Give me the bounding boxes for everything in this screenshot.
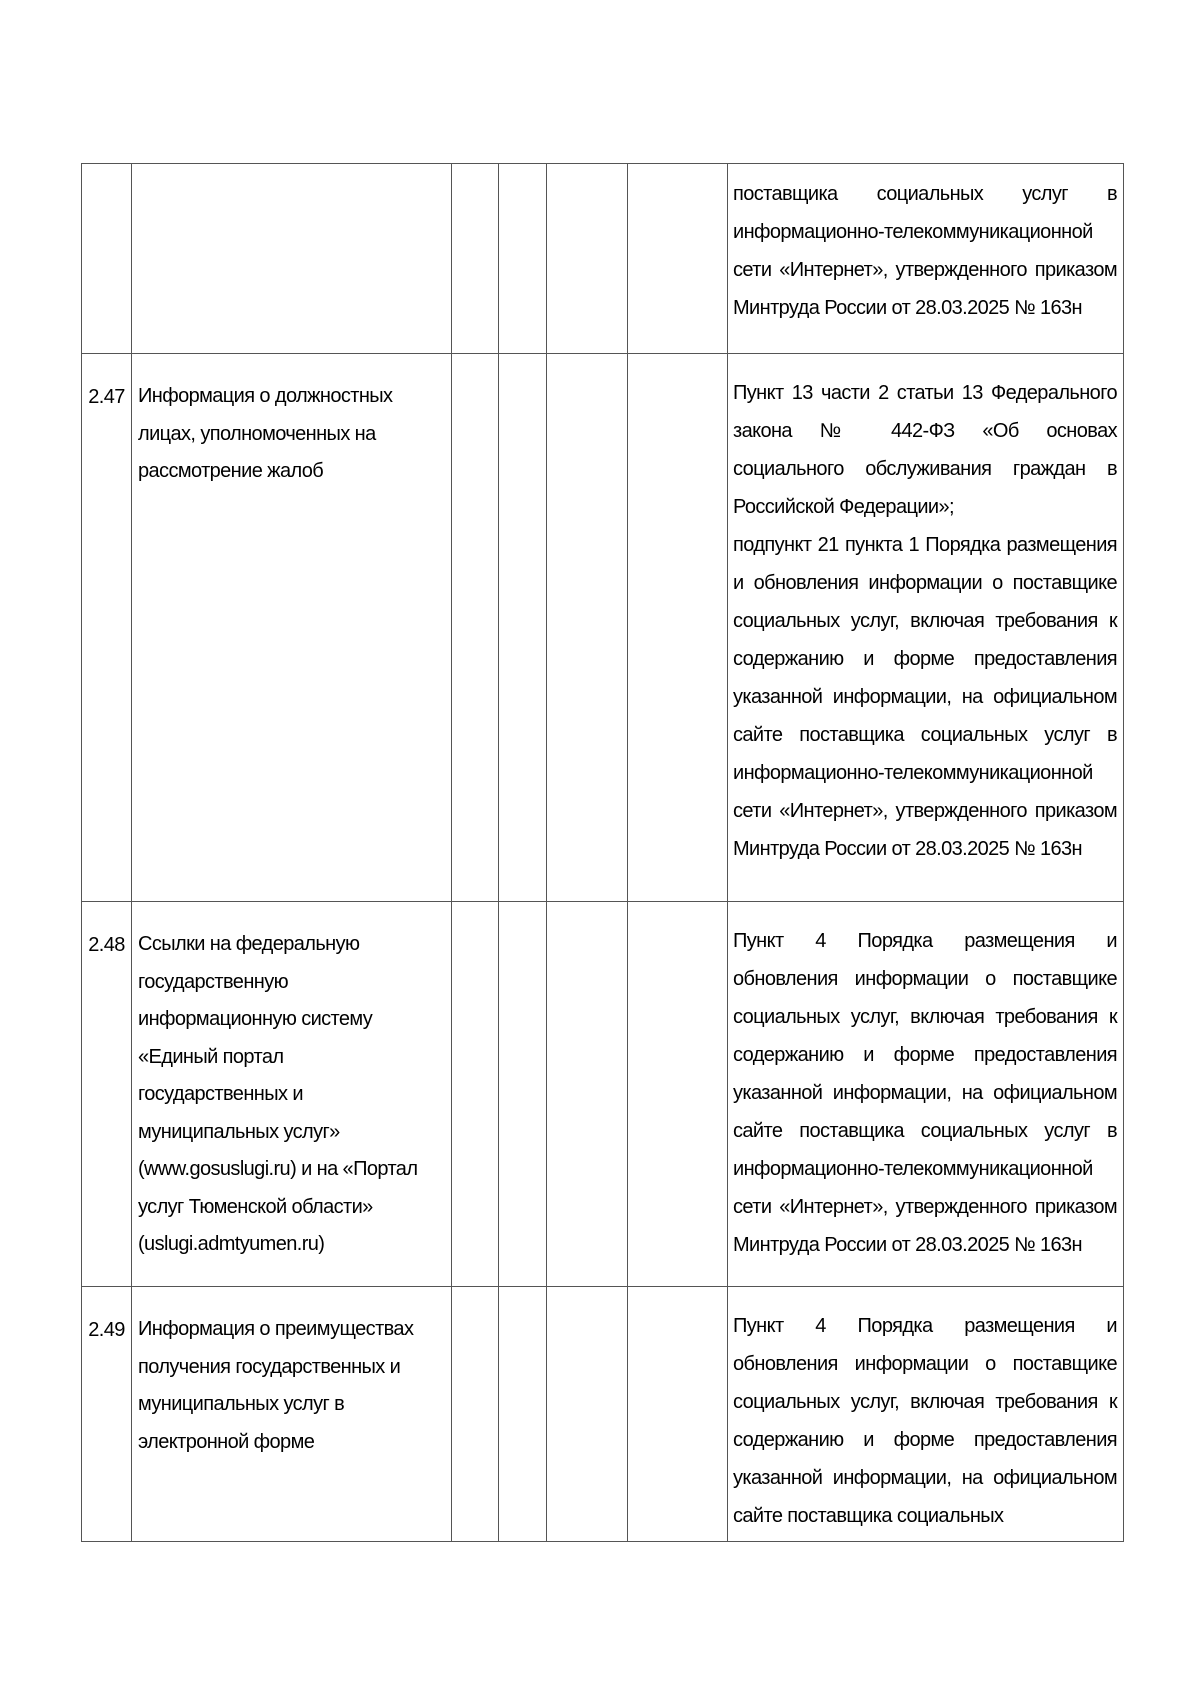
legal-basis-text: подпункт 21 пункта 1 Порядка размещения и обновления информации о поставщике социальных услуг, включая требования к содержанию и форме предоставления указанной информации, на официальном сайте поставщика социальных услуг в информационно-телекоммуникационной сети «Интернет», утвержденного приказом Минтруда России от 28.03.2025 № 163н xyxy=(733,534,1117,860)
row-number: 2.49 xyxy=(82,1287,132,1542)
legal-basis xyxy=(728,354,1124,902)
empty-cell xyxy=(547,354,628,902)
empty-cell xyxy=(628,164,728,354)
empty-cell xyxy=(547,1287,628,1542)
row-number: 2.47 xyxy=(82,354,132,902)
info-name: Информация о должностных лицах, уполномоченных на рассмотрение жалоб xyxy=(132,354,452,902)
info-name: Информация о преимуществах получения государственных и муниципальных услуг в электронной форме xyxy=(132,1287,452,1542)
empty-cell xyxy=(547,164,628,354)
legal-basis-text: поставщика социальных услуг в информационно-телекоммуникационной сети «Интернет», утвержденного приказом Минтруда России от 28.03.2025 № 163н xyxy=(733,183,1117,319)
empty-cell xyxy=(499,164,547,354)
row-number: 2.48 xyxy=(82,902,132,1287)
empty-cell xyxy=(547,902,628,1287)
table-row xyxy=(82,354,1124,902)
empty-cell xyxy=(499,902,547,1287)
legal-basis-text: Пункт 4 Порядка размещения и обновления информации о поставщике социальных услуг, включая требования к содержанию и форме предоставления указанной информации, на официальном сайте поставщика социальных услуг в информационно-телекоммуникационной сети «Интернет», утвержденного приказом Минтруда России от 28.03.2025 № 163н xyxy=(733,930,1117,1256)
empty-cell xyxy=(628,1287,728,1542)
empty-cell xyxy=(452,1287,499,1542)
legal-basis xyxy=(728,1287,1124,1542)
table-row xyxy=(82,902,1124,1287)
document-table xyxy=(81,163,1124,1542)
empty-cell xyxy=(499,354,547,902)
info-name: Ссылки на федеральную государственную информационную систему «Единый портал государственных и муниципальных услуг» (www.gosuslugi.ru) и на «Портал услуг Тюменской области» (uslugi.admtyumen.ru) xyxy=(132,902,452,1287)
legal-basis-text: Пункт 13 части 2 статьи 13 Федерального закона № 442-ФЗ «Об основах социального обслуживания граждан в Российской Федерации»; xyxy=(733,382,1117,518)
info-name xyxy=(132,164,452,354)
empty-cell xyxy=(452,164,499,354)
legal-basis xyxy=(728,902,1124,1287)
empty-cell xyxy=(628,902,728,1287)
empty-cell xyxy=(452,902,499,1287)
table-row xyxy=(82,1287,1124,1542)
empty-cell xyxy=(628,354,728,902)
row-number xyxy=(82,164,132,354)
empty-cell xyxy=(499,1287,547,1542)
legal-basis xyxy=(728,164,1124,354)
empty-cell xyxy=(452,354,499,902)
table-row xyxy=(82,164,1124,354)
legal-basis-text: Пункт 4 Порядка размещения и обновления информации о поставщике социальных услуг, включая требования к содержанию и форме предоставления указанной информации, на официальном сайте поставщика социальных xyxy=(733,1315,1117,1527)
